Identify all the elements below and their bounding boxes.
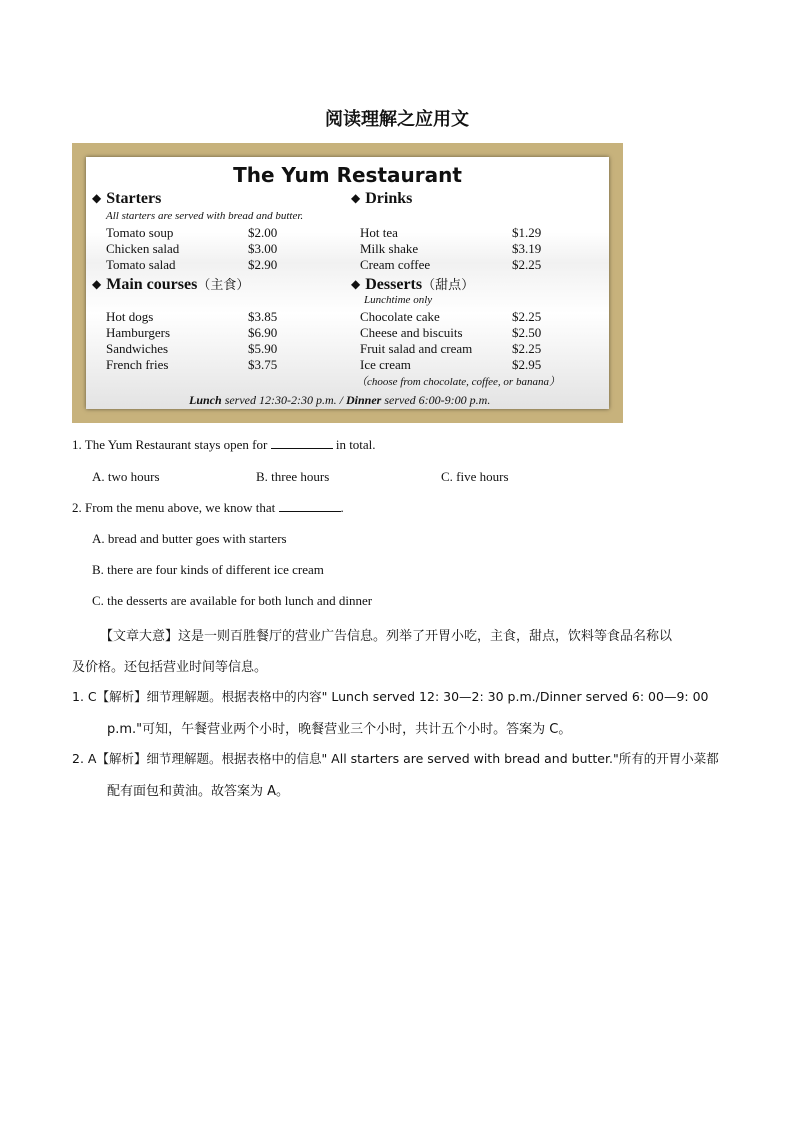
answer-2-line-2: 配有面包和黄油。故答案为 A。: [107, 784, 290, 799]
option-b: B. three hours: [256, 469, 330, 484]
lunch-label: Lunch: [189, 393, 222, 407]
starter-item-price: $2.90: [248, 257, 278, 272]
starter-item-name: Chicken salad: [106, 241, 180, 256]
answer-blank: [271, 437, 333, 449]
starters-note: All starters are served with bread and butter.: [106, 210, 304, 222]
drinks-heading: [351, 190, 412, 208]
dinner-label: Dinner: [346, 393, 382, 407]
answer-2-line-1: 2. A【解析】细节理解题。根据表格中的信息" All starters are served with bread and butter."所有的开胃小菜都: [72, 751, 719, 766]
answer-blank: [279, 500, 341, 512]
answer-1-line-1: 1. C【解析】细节理解题。根据表格中的内容" Lunch served 12: 30—2: 30 p.m./Dinner served 6: 00—9: 00: [72, 689, 709, 704]
desserts-note: Lunchtime only: [364, 294, 433, 306]
menu-image: [72, 143, 623, 423]
question-stem-end: in total.: [332, 437, 376, 452]
ice-cream-note: （choose from chocolate, coffee, or banana）: [356, 376, 560, 388]
option-a: A. two hours: [92, 469, 160, 484]
diamond-bullet-icon: ◆: [92, 191, 102, 205]
menu-card: [86, 157, 609, 409]
summary-line-1: 【文章大意】这是一则百胜餐厅的营业广告信息。列举了开胃小吃，主食，甜点，饮料等食品名称以: [100, 629, 673, 644]
diamond-bullet-icon: ◆: [92, 277, 102, 291]
question-stem: 1. The Yum Restaurant stays open for: [72, 437, 271, 452]
summary-line-2: 及价格。还包括营业时间等信息。: [72, 660, 268, 675]
option-c: C. five hours: [441, 469, 509, 484]
drink-item-price: $2.25: [512, 257, 542, 272]
desserts-heading: [351, 274, 474, 294]
answer-1-line-2: p.m."可知，午餐营业两个小时，晚餐营业三个小时，共计五个小时。答案为 C。: [107, 722, 572, 737]
page-title: 阅读理解之应用文: [325, 109, 469, 130]
dessert-item-price: $2.50: [512, 325, 542, 340]
question-stem-end: .: [340, 500, 344, 515]
dessert-item-name: Ice cream: [360, 357, 411, 372]
main-item-price: $3.75: [248, 357, 278, 372]
main-item-price: $5.90: [248, 341, 278, 356]
dessert-item-name: Cheese and biscuits: [360, 325, 463, 340]
dessert-item-price: $2.25: [512, 341, 542, 356]
option-b: B. there are four kinds of different ice cream: [92, 562, 324, 577]
drinks-heading-text: Drinks: [365, 190, 413, 207]
question-2: [72, 500, 344, 516]
drink-item-name: Milk shake: [360, 241, 419, 256]
restaurant-name: The Yum Restaurant: [233, 163, 462, 187]
diamond-bullet-icon: ◆: [351, 191, 361, 205]
question-1: [72, 437, 376, 453]
drink-item-name: Hot tea: [360, 225, 398, 240]
opening-hours: [189, 393, 490, 408]
starters-heading: [92, 190, 161, 208]
starter-item-name: Tomato salad: [106, 257, 176, 272]
main-courses-heading-cn: （主食）: [197, 278, 250, 293]
starters-heading-text: Starters: [106, 190, 162, 207]
main-item-price: $6.90: [248, 325, 278, 340]
diamond-bullet-icon: ◆: [351, 277, 361, 291]
desserts-heading-text: Desserts: [365, 276, 423, 293]
dessert-item-name: Fruit salad and cream: [360, 341, 473, 356]
main-courses-heading: [92, 274, 249, 294]
desserts-heading-cn: （甜点）: [422, 278, 475, 293]
main-item-name: Sandwiches: [106, 341, 169, 356]
lunch-hours: served 12:30-2:30 p.m. /: [221, 393, 346, 407]
drink-item-price: $1.29: [512, 225, 542, 240]
starter-item-price: $3.00: [248, 241, 278, 256]
main-item-price: $3.85: [248, 309, 278, 324]
drink-item-price: $3.19: [512, 241, 542, 256]
starter-item-price: $2.00: [248, 225, 278, 240]
option-a: A. bread and butter goes with starters: [92, 531, 287, 546]
dessert-item-price: $2.95: [512, 357, 542, 372]
main-item-name: Hamburgers: [106, 325, 171, 340]
question-stem: 2. From the menu above, we know that: [72, 500, 279, 515]
option-c: C. the desserts are available for both lunch and dinner: [92, 593, 373, 608]
dessert-item-price: $2.25: [512, 309, 542, 324]
main-courses-heading-text: Main courses: [106, 276, 198, 293]
dessert-item-name: Chocolate cake: [360, 309, 440, 324]
drink-item-name: Cream coffee: [360, 257, 431, 272]
main-item-name: French fries: [106, 357, 169, 372]
main-item-name: Hot dogs: [106, 309, 154, 324]
starter-item-name: Tomato soup: [106, 225, 174, 240]
dinner-hours: served 6:00-9:00 p.m.: [381, 393, 491, 407]
